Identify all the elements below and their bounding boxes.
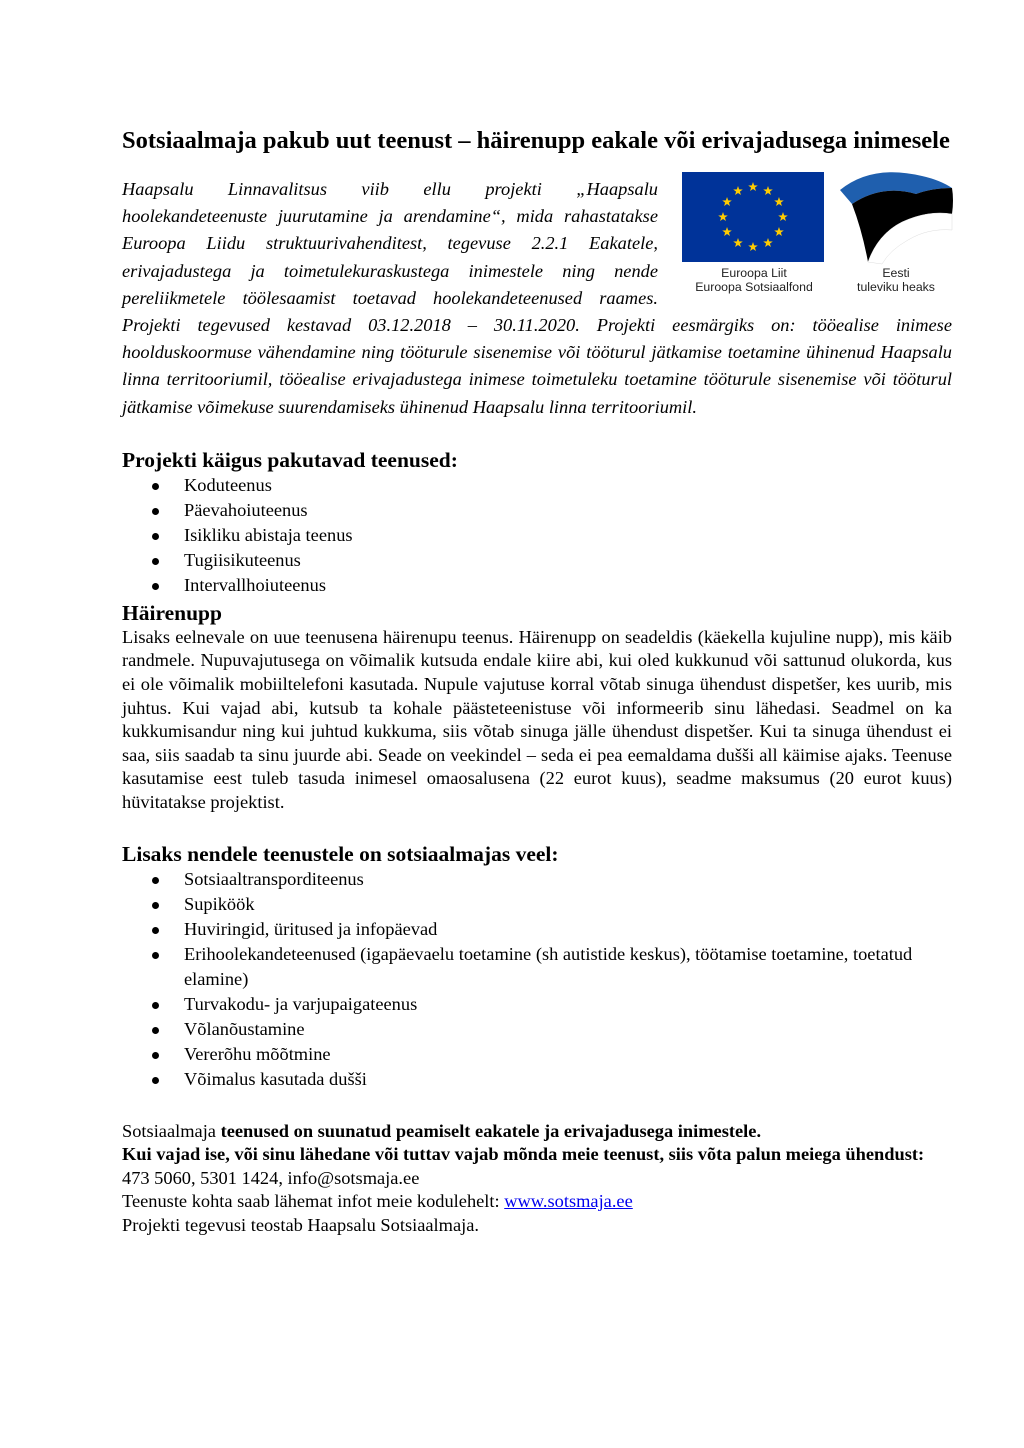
list-item	[184, 1017, 952, 1042]
list-item-label: Erihoolekandeteenused (igapäevaelu toetamine (sh autistide keskus), töötamise toetamine, toetatud elamine)	[184, 943, 913, 989]
intro-paragraph: Haapsalu Linnavalitsus viib ellu projekti „Haapsalu hoolekandeteenuste juurutamine ja arendamine“, mida rahastatakse Euroopa Liidu struktuurivahenditest, tegevuse 2.2.1 Eakatele, erivajadustega ja toimetulekuraskustega inimestele ning nende pereliikmetele töölesaamist toetavad hoolekandeteenused raames. Projekti tegevused kestavad 03.12.2018 – 30.11.2020. Projekti eesmärgiks on: tööealise inimese hoolduskoormuse vähendamine ning tööturule sisenemise või tööturul jätkamise toetamine ühinenud Haapsalu linna territooriumil, tööealise erivajadustega inimese toimetuleku toetamine tööturule sisenemise või tööturul jätkamise võimekuse suurendamiseks ühinenud Haapsalu linna territooriumil.	[122, 179, 952, 417]
footer-block	[122, 1120, 952, 1238]
page-title: Sotsiaalmaja pakub uut teenust – häirenupp eakale või erivajadusega inimesele	[122, 127, 950, 154]
services-heading: Projekti käigus pakutavad teenused:	[122, 447, 458, 472]
bullet-icon	[152, 1052, 159, 1059]
list-item	[184, 942, 952, 992]
more-services-list	[122, 867, 952, 1092]
footer-line-3	[122, 1190, 952, 1214]
website-link[interactable]: www.sotsmaja.ee	[504, 1191, 633, 1212]
bullet-icon	[152, 952, 159, 959]
list-item-label: Sotsiaaltransporditeenus	[184, 868, 364, 889]
list-item-label: Intervallhoiuteenus	[184, 574, 326, 595]
eu-caption-line1: Euroopa Liit	[721, 266, 787, 280]
eu-flag-logo	[682, 172, 824, 262]
list-item-label: Päevahoiuteenus	[184, 499, 308, 520]
bullet-icon	[152, 927, 159, 934]
footer-line-4: Projekti tegevusi teostab Haapsalu Sotsiaalmaja.	[122, 1214, 480, 1235]
bullet-icon	[152, 877, 159, 884]
list-item-label: Koduteenus	[184, 474, 272, 495]
list-item-label: Võlanõustamine	[184, 1018, 305, 1039]
bullet-icon	[152, 902, 159, 909]
eu-caption-line2: Euroopa Sotsiaalfond	[695, 280, 813, 294]
list-item	[184, 867, 952, 892]
list-item	[184, 473, 952, 498]
footer-line-1	[122, 1120, 952, 1144]
intro-block	[122, 176, 952, 421]
bullet-icon	[152, 1002, 159, 1009]
list-item-label: Võimalus kasutada dušši	[184, 1068, 367, 1089]
logos-block	[680, 172, 952, 298]
list-item-label: Tugiisikuteenus	[184, 549, 301, 570]
list-item-label: Huviringid, üritused ja infopäevad	[184, 918, 438, 939]
ee-caption-line1: Eesti	[882, 266, 910, 280]
list-item	[184, 1067, 952, 1092]
footer-line-2	[122, 1143, 952, 1190]
website-label: Teenuste kohta saab lähemat infot meie kodulehelt:	[122, 1191, 505, 1212]
bullet-icon	[152, 483, 159, 490]
footer-line-2-bold: Kui vajad ise, või sinu lähedane või tuttav vajab mõnda meie teenust, siis võta palun meiega ühendust:	[122, 1144, 925, 1165]
services-list	[122, 473, 952, 598]
bullet-icon	[152, 1027, 159, 1034]
contact-details: 473 5060, 5301 1424, info@sotsmaja.ee	[122, 1167, 420, 1188]
footer-line-1-normal: Sotsiaalmaja	[122, 1120, 221, 1141]
ee-caption	[840, 266, 952, 294]
bullet-icon	[152, 1077, 159, 1084]
list-item-label: Vererõhu mõõtmine	[184, 1043, 331, 1064]
ee-caption-line2: tuleviku heaks	[857, 280, 935, 294]
alarm-paragraph: Lisaks eelnevale on uue teenusena häirenupu teenus. Häirenupp on seadeldis (käekella kujuline nupp), mis käib randmele. Nupuvajutusega on võimalik kutsuda endale kiire abi, kui oled kukkunud või sattunud olukorda, kus ei ole võimalik mobiiltelefoni kasutada. Nupule vajutuse korral võtab sinuga ühendust dispetšer, kes uurib, mis juhtus. Kui vajad abi, kutsub ta kohale päästeteenistuse või informeerib sinu lähedasi. Seadmel on ka kukkumisandur ning kui juhtud kukkuma, siis võtab sinuga jälle ühendust dispetšer. Kui ta sinuga ühendust ei saa, siis saadab ta sinu juurde abi. Seade on veekindel – seda ei pea eemaldama dušši all käimise ajaks. Teenuse kasutamise eest tuleb tasuda inimesel omaosalusena (22 eurot kuus), seadme maksumus (20 eurot kuus) hüvitatakse projektist.	[122, 626, 952, 812]
list-item	[184, 548, 952, 573]
footer-line-1-bold: teenused on suunatud peamiselt eakatele ja erivajadusega inimestele.	[220, 1120, 762, 1141]
bullet-icon	[152, 508, 159, 515]
list-item	[184, 573, 952, 598]
list-item-label: Isikliku abistaja teenus	[184, 524, 353, 545]
list-item	[184, 498, 952, 523]
list-item	[184, 917, 952, 942]
more-services-heading: Lisaks nendele teenustele on sotsiaalmajas veel:	[122, 841, 559, 866]
bullet-icon	[152, 533, 159, 540]
list-item	[184, 992, 952, 1017]
list-item-label: Turvakodu- ja varjupaigateenus	[184, 993, 418, 1014]
list-item-label: Supiköök	[184, 893, 255, 914]
bullet-icon	[152, 558, 159, 565]
alarm-heading: Häirenupp	[122, 600, 222, 625]
list-item	[184, 892, 952, 917]
document-page	[122, 125, 952, 1238]
eu-caption	[680, 266, 828, 294]
bullet-icon	[152, 583, 159, 590]
list-item	[184, 523, 952, 548]
list-item	[184, 1042, 952, 1067]
estonia-flag-logo	[832, 170, 954, 266]
